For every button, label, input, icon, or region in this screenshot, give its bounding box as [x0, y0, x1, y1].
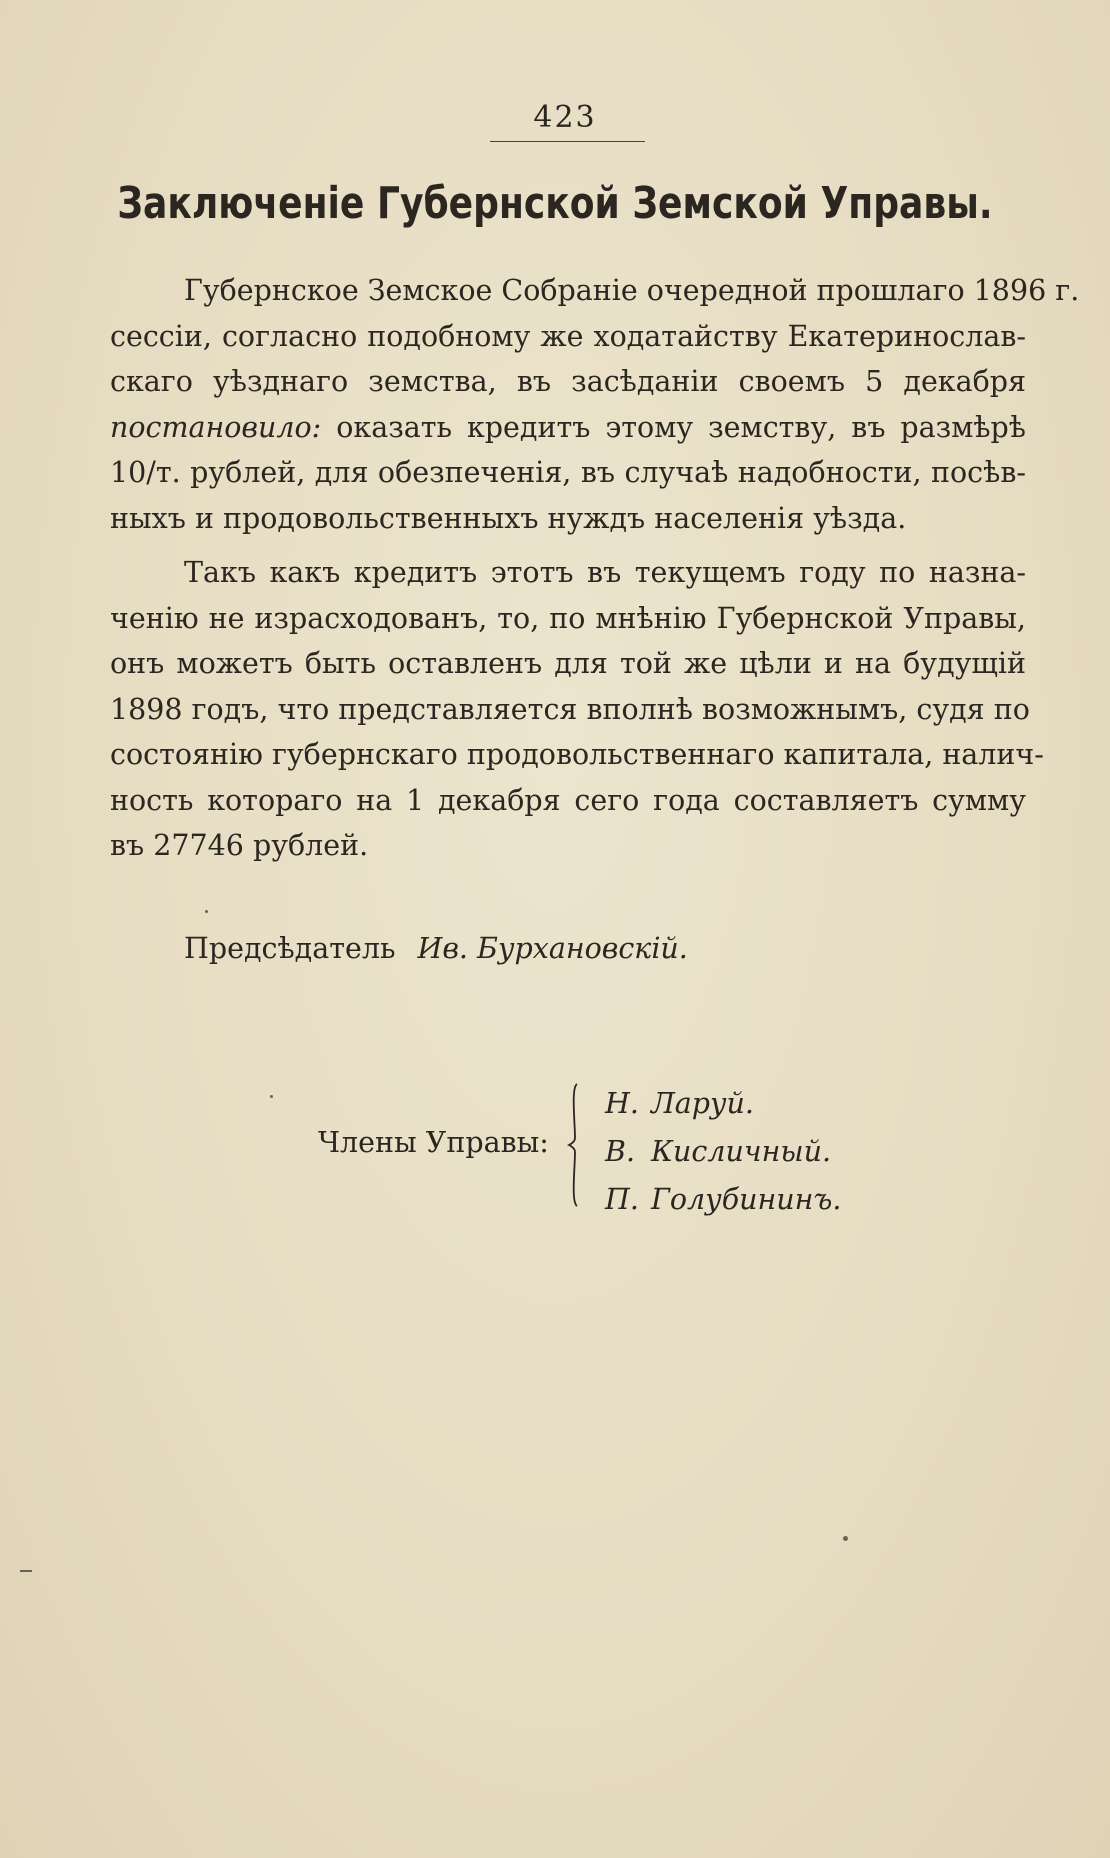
paragraph-2: [110, 550, 1044, 869]
paper-speck: [205, 910, 208, 913]
paragraph-line: 10/т. рублей, для обезпеченія, въ случаѣ надобности, посѣв-: [110, 456, 1026, 489]
paragraph-line: состоянію губернскаго продовольственнаго капитала, налич-: [110, 738, 1044, 771]
paragraph-line: Такъ какъ кредитъ этотъ въ текущемъ году по назна-: [184, 556, 1026, 589]
paragraph-line: 1898 годъ, что представляется вполнѣ возможнымъ, судя по: [110, 692, 1030, 726]
member-surname: Голубининъ.: [651, 1183, 842, 1216]
member-initial: В.: [605, 1135, 636, 1168]
members-label: Члены Управы:: [318, 1126, 549, 1159]
member-1: [605, 1080, 841, 1128]
member-2: [605, 1128, 841, 1176]
member-initial: П.: [605, 1183, 639, 1216]
paper-speck: [270, 1095, 273, 1098]
paragraph-line: ченію не израсходованъ, то, по мнѣнію Губернской Управы,: [110, 601, 1026, 635]
paragraph-line: въ 27746 рублей.: [110, 829, 369, 862]
page-number: 423: [533, 100, 597, 135]
page-title: Заключеніе Губернской Земской Управы.: [117, 178, 993, 229]
paragraph-line-rest: оказать кредитъ этому земству, въ размѣрѣ: [336, 410, 1026, 444]
member-3: [605, 1176, 841, 1224]
paragraph-line: скаго уѣзднаго земства, въ засѣданіи своемъ 5 декабря: [110, 365, 1026, 398]
paragraph-line: ныхъ и продовольственныхъ нуждъ населенія уѣзда.: [110, 501, 907, 535]
page-number-rule: [490, 141, 645, 142]
paragraph-line-with-emphasis: [110, 405, 1026, 451]
paper-speck: [843, 1536, 848, 1541]
member-surname: Кисличный.: [651, 1135, 832, 1168]
chairman-name: Ив. Бурхановскій.: [417, 932, 688, 965]
chairman-signature: [184, 932, 688, 965]
member-initial: Н.: [605, 1087, 639, 1120]
paragraph-line: сессіи, согласно подобному же ходатайству Екатеринослав-: [110, 319, 1026, 353]
paper-speck: [20, 1570, 32, 1572]
paragraph-line: онъ можетъ быть оставленъ для той же цѣли и на будущій: [110, 647, 1026, 680]
paragraph-line: Губернское Земское Собраніе очередной прошлаго 1896 г.: [184, 274, 1080, 307]
paragraph-1: [110, 268, 1080, 541]
members-brace: [567, 1082, 581, 1208]
emphasis-word: постановило:: [110, 410, 322, 444]
paragraph-line: ность котораго на 1 декабря сего года составляетъ сумму: [110, 783, 1026, 817]
chairman-label: Предсѣдатель: [184, 932, 396, 965]
member-surname: Ларуй.: [651, 1087, 754, 1120]
members-list: [605, 1080, 841, 1224]
